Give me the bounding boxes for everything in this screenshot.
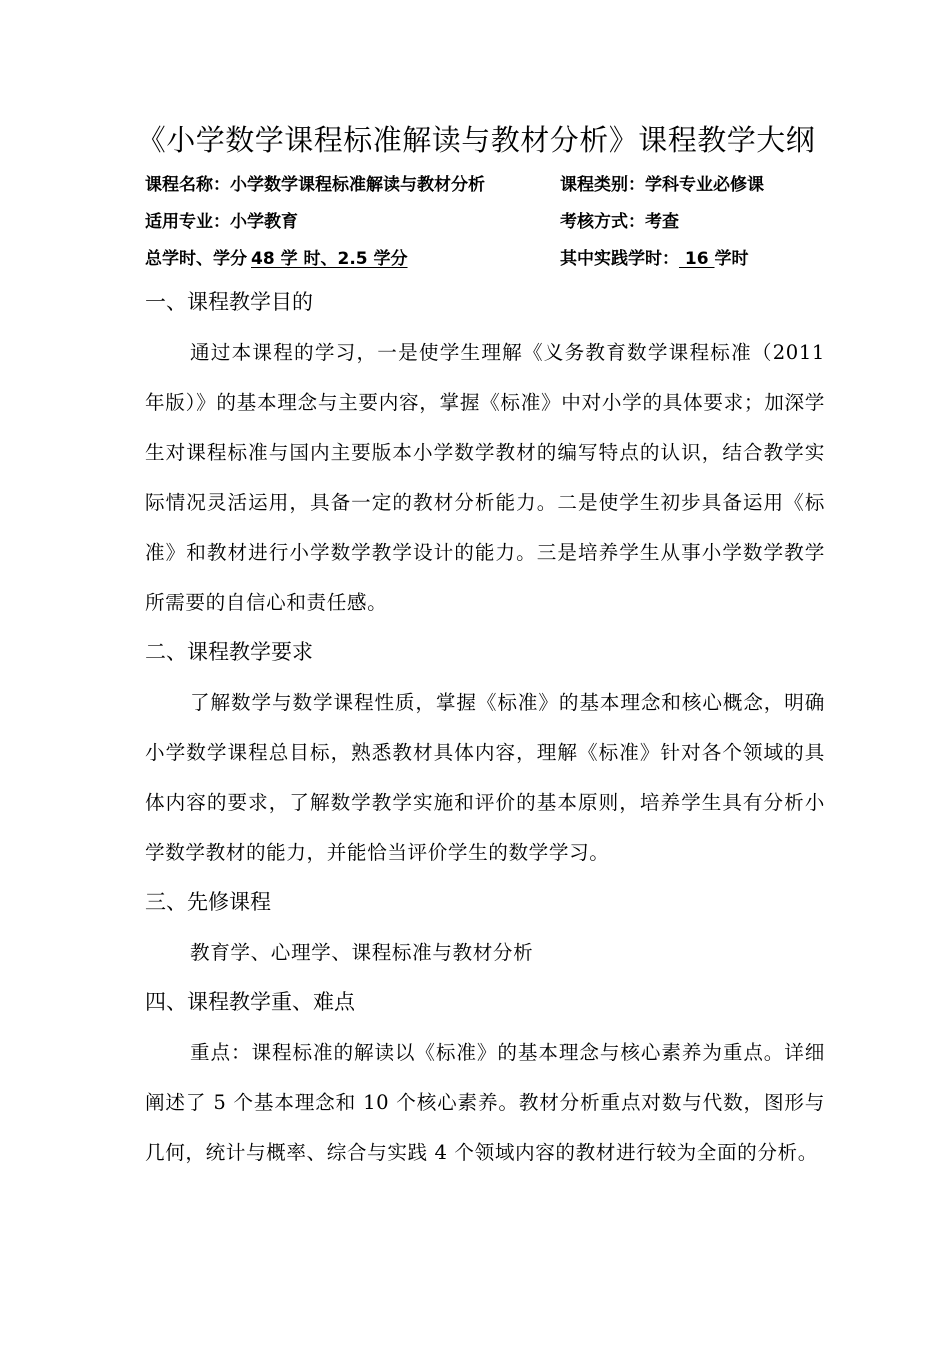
practice-hours-label: 其中实践学时： [560, 249, 679, 269]
course-name-value: 小学数学课程标准解读与教材分析 [230, 175, 485, 195]
section-paragraph-purpose: 通过本课程的学习，一是使学生理解《义务教育数学课程标准（2011 年版）》的基本理念与主要内容，掌握《标准》中对小学的具体要求；加深学生对课程标准与国内主要版本小学数学教材的编写特点的认识，结合教学实际情况灵活运用，具备一定的教材分析能力。二是使学生初步具备运用《标准》和教材进行小学数学教学设计的能力。三是培养学生从事小学数学教学所需要的自信心和责任感。 [145, 341, 825, 614]
major-label: 适用专业： [145, 212, 230, 232]
major-value: 小学教育 [230, 212, 298, 232]
course-name-line [145, 172, 485, 198]
assessment-label: 考核方式： [560, 212, 645, 232]
section-heading-purpose: 一、课程教学目的 [145, 290, 313, 314]
practice-hours-line [560, 246, 749, 272]
section-heading-requirements: 二、课程教学要求 [145, 640, 313, 664]
section-paragraph-key-points: 重点：课程标准的解读以《标准》的基本理念与核心素养为重点。详细阐述了 5 个基本理念和 10 个核心素养。教材分析重点对数与代数，图形与几何，统计与概率、综合与实践 4 个领域内容的教材进行较为全面的分析。 [145, 1041, 825, 1164]
assessment-line [560, 209, 679, 235]
section-heading-prerequisites: 三、先修课程 [145, 890, 271, 914]
hours-label: 总学时、学分 [145, 249, 247, 269]
course-type-label: 课程类别： [560, 175, 645, 195]
practice-hours-value: 16 [679, 249, 715, 269]
course-type-value: 学科专业必修课 [645, 175, 764, 195]
hours-value: 48 学 时、2.5 学分 [251, 249, 408, 269]
practice-hours-unit: 学时 [714, 249, 749, 269]
course-name-label: 课程名称： [145, 175, 230, 195]
section-heading-key-points: 四、课程教学重、难点 [145, 990, 355, 1014]
hours-line [145, 246, 408, 272]
document-title: 《小学数学课程标准解读与教材分析》课程教学大纲 [136, 123, 816, 157]
section-paragraph-prerequisites: 教育学、心理学、课程标准与教材分析 [190, 941, 534, 964]
major-line [145, 209, 298, 235]
assessment-value: 考查 [645, 212, 679, 232]
course-type-line [560, 172, 764, 198]
section-paragraph-requirements: 了解数学与数学课程性质，掌握《标准》的基本理念和核心概念，明确小学数学课程总目标，熟悉教材具体内容，理解《标准》针对各个领域的具体内容的要求，了解数学教学实施和评价的基本原则，培养学生具有分析小学数学教材的能力，并能恰当评价学生的数学学习。 [145, 691, 825, 864]
